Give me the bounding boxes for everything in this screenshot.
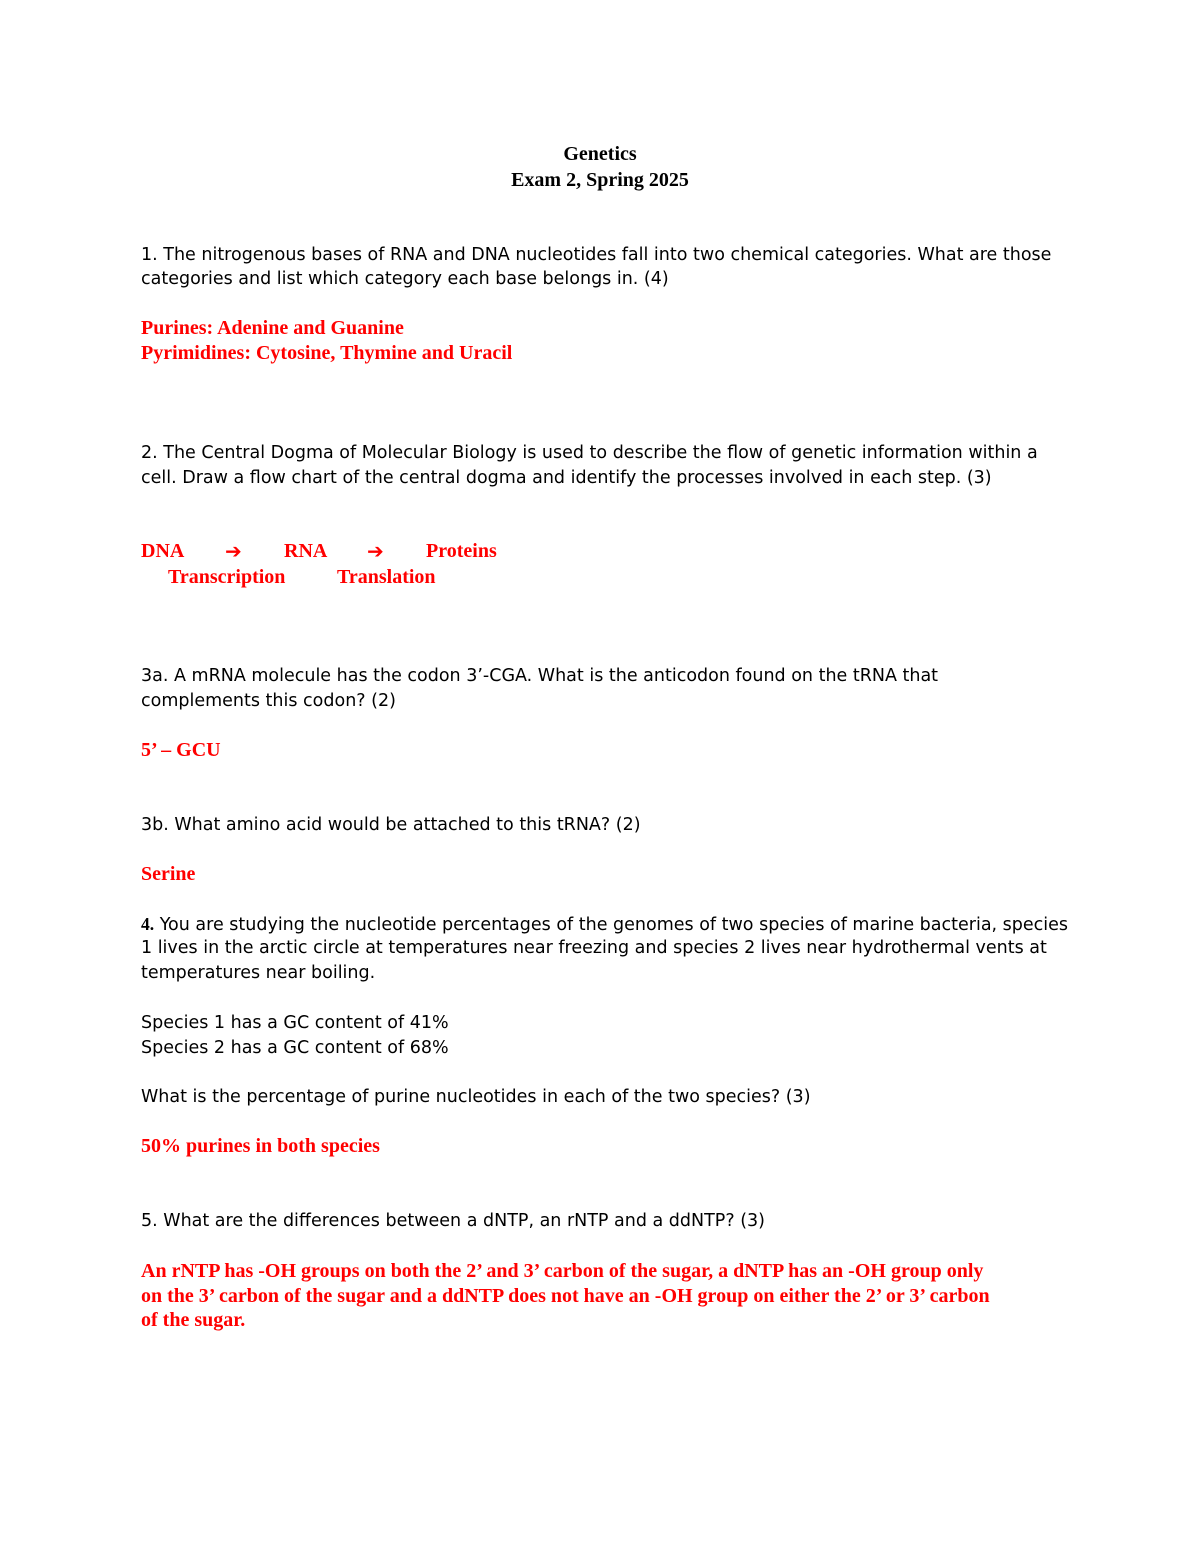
- flow-step-transcription: Transcription: [168, 566, 286, 588]
- question-3a-line-2: complements this codon? (2): [141, 691, 396, 711]
- question-3b: 3b. What amino acid would be attached to this tRNA? (2): [141, 815, 641, 835]
- flow-arrow-2-icon: ➔: [367, 539, 384, 563]
- answer-3a: 5’ – GCU: [141, 739, 221, 761]
- question-4-number: 4.: [141, 914, 155, 934]
- question-2-line-2: cell. Draw a flow chart of the central dogma and identify the processes involved in each step. (3): [141, 468, 992, 488]
- question-1-line-2: categories and list which category each base belongs in. (4): [141, 269, 669, 289]
- answer-3b: Serine: [141, 863, 196, 885]
- answer-5-line-3: of the sugar.: [141, 1309, 246, 1331]
- answer-1-line-1: Purines: Adenine and Guanine: [141, 317, 404, 339]
- question-3a-line-1: 3a. A mRNA molecule has the codon 3’-CGA. What is the anticodon found on the tRNA that: [141, 666, 939, 686]
- answer-4: 50% purines in both species: [141, 1135, 380, 1157]
- flow-rna: RNA: [284, 540, 328, 562]
- answer-5-line-2: on the 3’ carbon of the sugar and a ddNTP does not have an -OH group on either the 2’ or 3’ carbon: [141, 1285, 990, 1307]
- exam-title: Exam 2, Spring 2025: [511, 169, 689, 191]
- course-title: Genetics: [563, 143, 637, 165]
- question-4-line-2: 1 lives in the arctic circle at temperatures near freezing and species 2 lives near hydrothermal vents at: [141, 938, 1047, 958]
- flow-arrow-1-icon: ➔: [225, 539, 242, 563]
- answer-1-line-2: Pyrimidines: Cytosine, Thymine and Uracil: [141, 342, 513, 364]
- flow-step-translation: Translation: [337, 566, 436, 588]
- question-1-line-1: 1. The nitrogenous bases of RNA and DNA nucleotides fall into two chemical categories. What are those: [141, 245, 1052, 265]
- question-4-line-1-text: You are studying the nucleotide percentages of the genomes of two species of marine bacteria, species: [154, 915, 1069, 935]
- species-1-gc-content: Species 1 has a GC content of 41%: [141, 1013, 449, 1033]
- answer-5-line-1: An rNTP has -OH groups on both the 2’ and 3’ carbon of the sugar, a dNTP has an -OH group only: [141, 1260, 984, 1282]
- question-4-line-3: temperatures near boiling.: [141, 963, 376, 983]
- question-2-line-1: 2. The Central Dogma of Molecular Biology is used to describe the flow of genetic information within a: [141, 443, 1038, 463]
- flow-dna: DNA: [141, 540, 185, 562]
- question-4-line-1: [141, 912, 1068, 937]
- flow-proteins: Proteins: [426, 540, 497, 562]
- question-4-question: What is the percentage of purine nucleotides in each of the two species? (3): [141, 1087, 811, 1107]
- species-2-gc-content: Species 2 has a GC content of 68%: [141, 1038, 449, 1058]
- question-5: 5. What are the differences between a dNTP, an rNTP and a ddNTP? (3): [141, 1211, 766, 1231]
